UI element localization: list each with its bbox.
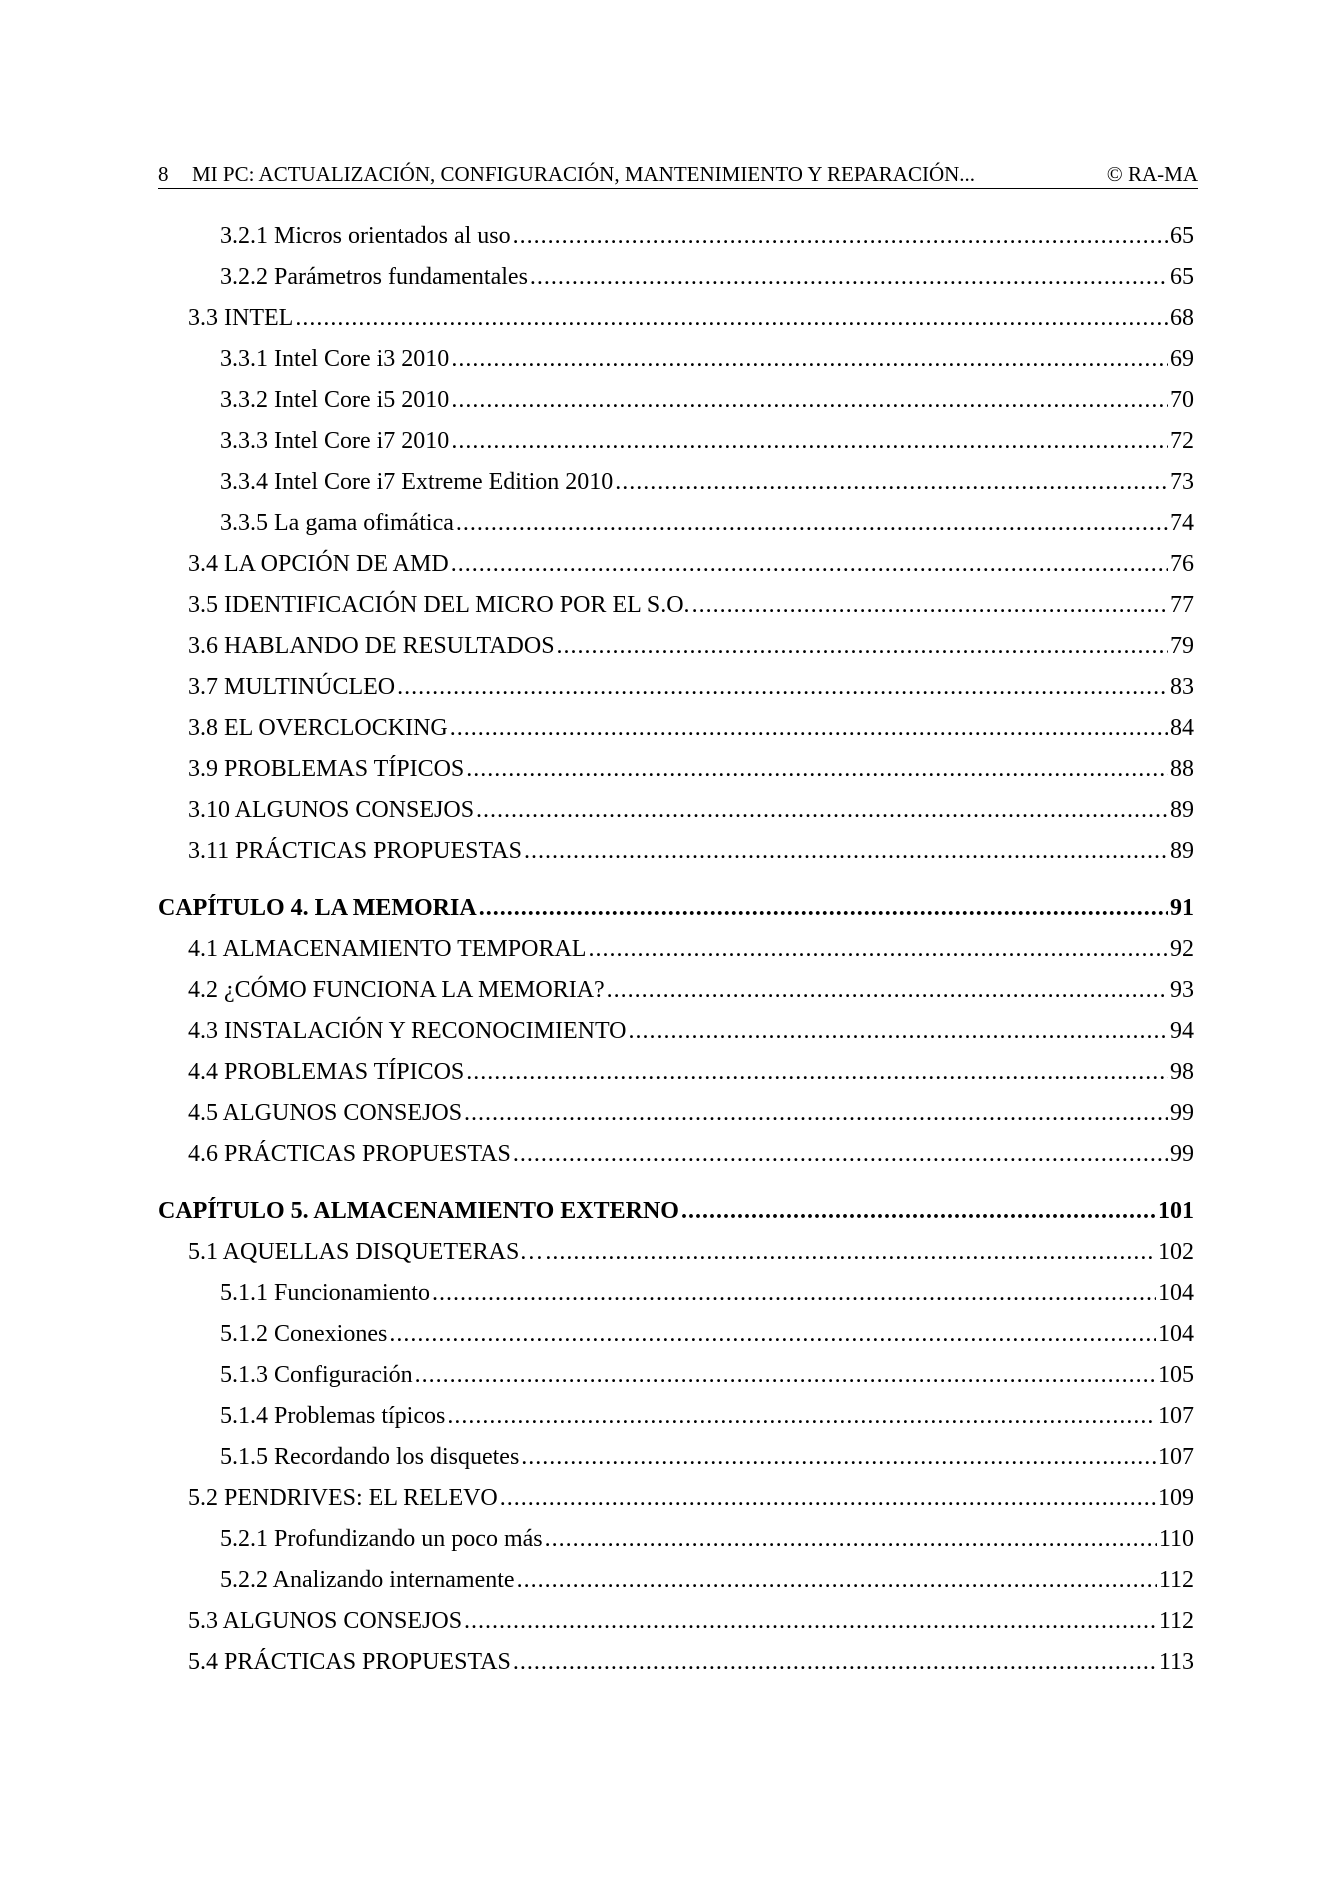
dot-leader [692, 587, 1168, 623]
toc-entry-page: 107 [1158, 1403, 1194, 1429]
toc-entry[interactable] [158, 423, 1194, 459]
toc-entry-title: CAPÍTULO 4. LA MEMORIA [158, 895, 477, 921]
toc-entry[interactable] [158, 300, 1194, 336]
dot-leader [588, 931, 1168, 967]
toc-entry-page: 105 [1158, 1362, 1194, 1388]
dot-leader [476, 792, 1168, 828]
toc-entry-title: 5.2.1 Profundizando un poco más [220, 1526, 543, 1552]
toc-entry-page: 112 [1158, 1567, 1194, 1593]
toc-entry-page: 94 [1170, 1018, 1194, 1044]
toc-entry-page: 113 [1158, 1649, 1194, 1675]
toc-entry-title: 3.4 LA OPCIÓN DE AMD [188, 551, 449, 577]
toc-entry-page: 89 [1170, 797, 1194, 823]
dot-leader [450, 710, 1168, 746]
toc-entry-title: 3.3.2 Intel Core i5 2010 [220, 387, 450, 413]
toc-entry-page: 89 [1170, 838, 1194, 864]
toc-entry-page: 83 [1170, 674, 1194, 700]
toc-entry-page: 109 [1158, 1485, 1194, 1511]
page-number: 8 [158, 162, 169, 186]
toc-entry[interactable] [158, 669, 1194, 705]
toc-entry-title: 4.2 ¿CÓMO FUNCIONA LA MEMORIA? [188, 977, 605, 1003]
toc-entry[interactable] [158, 1234, 1194, 1270]
toc-entry-page: 65 [1170, 223, 1194, 249]
toc-entry[interactable] [158, 587, 1194, 623]
toc-entry-page: 99 [1170, 1141, 1194, 1167]
dot-leader [466, 751, 1168, 787]
toc-entry[interactable] [158, 259, 1194, 295]
toc-entry-page: 79 [1170, 633, 1194, 659]
toc-entry-title: 3.3.4 Intel Core i7 Extreme Edition 2010 [220, 469, 614, 495]
toc-entry[interactable] [158, 751, 1194, 787]
toc-entry-page: 92 [1170, 936, 1194, 962]
toc-entry-title: 3.3 INTEL [188, 305, 294, 331]
toc-entry-title: 3.11 PRÁCTICAS PROPUESTAS [188, 838, 522, 864]
dot-leader [500, 1480, 1156, 1516]
toc-entry-title: 5.2.2 Analizando internamente [220, 1567, 515, 1593]
toc-entry-title: 3.5 IDENTIFICACIÓN DEL MICRO POR EL S.O. [188, 592, 690, 618]
toc-entry-title: 3.2.2 Parámetros fundamentales [220, 264, 528, 290]
dot-leader [397, 669, 1168, 705]
running-header [158, 160, 1198, 189]
toc-entry[interactable] [158, 972, 1194, 1008]
toc-entry[interactable] [158, 1095, 1194, 1131]
dot-leader [517, 1562, 1157, 1598]
toc-entry-title: 3.6 HABLANDO DE RESULTADOS [188, 633, 555, 659]
toc-entry-title: 3.3.3 Intel Core i7 2010 [220, 428, 450, 454]
toc-entry-page: 77 [1170, 592, 1194, 618]
publisher: © RA-MA [1106, 162, 1198, 186]
toc-entry-title: 5.4 PRÁCTICAS PROPUESTAS [188, 1649, 511, 1675]
toc-entry[interactable] [158, 628, 1194, 664]
toc-entry[interactable] [158, 341, 1194, 377]
toc-entry-page: 76 [1170, 551, 1194, 577]
toc-entry-title: 3.8 EL OVERCLOCKING [188, 715, 448, 741]
toc-entry-title: 5.1.2 Conexiones [220, 1321, 388, 1347]
toc-entry[interactable] [158, 1562, 1194, 1598]
dot-leader [545, 1234, 1156, 1270]
dot-leader [530, 259, 1168, 295]
toc-entry[interactable] [158, 1136, 1194, 1172]
toc-entry-page: 104 [1158, 1280, 1194, 1306]
dot-leader [479, 890, 1168, 926]
toc-entry[interactable] [158, 382, 1194, 418]
dot-leader [513, 1136, 1168, 1172]
toc-entry-title: 5.1.5 Recordando los disquetes [220, 1444, 520, 1470]
dot-leader [295, 300, 1168, 336]
toc-entry-page: 91 [1170, 895, 1194, 921]
toc-entry[interactable] [158, 833, 1194, 869]
toc-entry-title: 5.1.3 Configuración [220, 1362, 413, 1388]
toc-entry-page: 99 [1170, 1100, 1194, 1126]
toc-entry-page: 98 [1170, 1059, 1194, 1085]
toc-entry[interactable] [158, 1439, 1194, 1475]
toc-entry-page: 70 [1170, 387, 1194, 413]
toc-entry-page: 73 [1170, 469, 1194, 495]
toc-entry[interactable] [158, 792, 1194, 828]
book-title: MI PC: ACTUALIZACIÓN, CONFIGURACIÓN, MANTENIMIENTO Y REPARACIÓN... [192, 162, 976, 186]
toc-entry-page: 101 [1158, 1198, 1194, 1224]
dot-leader [513, 1644, 1157, 1680]
dot-leader [466, 1054, 1168, 1090]
toc-entry-page: 112 [1158, 1608, 1194, 1634]
dot-leader [432, 1275, 1156, 1311]
toc-entry-title: 5.1.1 Funcionamiento [220, 1280, 430, 1306]
toc-entry-title: 3.3.5 La gama ofimática [220, 510, 454, 536]
toc-entry-page: 104 [1158, 1321, 1194, 1347]
toc-chapter-entry[interactable] [158, 1193, 1194, 1229]
toc-entry[interactable] [158, 505, 1194, 541]
toc-entry-title: 4.4 PROBLEMAS TÍPICOS [188, 1059, 465, 1085]
toc-entry[interactable] [158, 1603, 1194, 1639]
toc-entry[interactable] [158, 931, 1194, 967]
toc-entry[interactable] [158, 1398, 1194, 1434]
dot-leader [513, 218, 1168, 254]
toc-entry-title: 3.2.1 Micros orientados al uso [220, 223, 511, 249]
dot-leader [451, 341, 1168, 377]
toc-entry-title: 5.1.4 Problemas típicos [220, 1403, 446, 1429]
toc-entry-page: 110 [1158, 1526, 1194, 1552]
toc-entry-title: 3.9 PROBLEMAS TÍPICOS [188, 756, 465, 782]
dot-leader [464, 1095, 1168, 1131]
dot-leader [557, 628, 1168, 664]
toc-entry[interactable] [158, 1054, 1194, 1090]
toc-entry-title: 4.1 ALMACENAMIENTO TEMPORAL [188, 936, 587, 962]
toc-entry[interactable] [158, 1521, 1194, 1557]
toc-entry-title: 3.10 ALGUNOS CONSEJOS [188, 797, 475, 823]
toc-entry[interactable] [158, 218, 1194, 254]
toc-entry[interactable] [158, 1275, 1194, 1311]
toc-entry-page: 74 [1170, 510, 1194, 536]
toc-entry[interactable] [158, 464, 1194, 500]
toc-entry-title: 3.7 MULTINÚCLEO [188, 674, 396, 700]
dot-leader [524, 833, 1168, 869]
toc-entry[interactable] [158, 1480, 1194, 1516]
toc-entry-page: 84 [1170, 715, 1194, 741]
toc-entry[interactable] [158, 710, 1194, 746]
toc-entry-page: 69 [1170, 346, 1194, 372]
toc-entry[interactable] [158, 1013, 1194, 1049]
toc-entry-title: 4.5 ALGUNOS CONSEJOS [188, 1100, 463, 1126]
toc-entry-title: CAPÍTULO 5. ALMACENAMIENTO EXTERNO [158, 1198, 679, 1224]
dot-leader [629, 1013, 1168, 1049]
toc-entry-page: 68 [1170, 305, 1194, 331]
toc-entry[interactable] [158, 1357, 1194, 1393]
dot-leader [607, 972, 1168, 1008]
dot-leader [415, 1357, 1156, 1393]
toc-entry-title: 5.1 AQUELLAS DISQUETERAS… [188, 1239, 544, 1265]
toc-chapter-entry[interactable] [158, 890, 1194, 926]
dot-leader [681, 1193, 1156, 1229]
toc-entry-title: 3.3.1 Intel Core i3 2010 [220, 346, 450, 372]
dot-leader [615, 464, 1168, 500]
toc-entry[interactable] [158, 546, 1194, 582]
toc-entry-page: 102 [1158, 1239, 1194, 1265]
dot-leader [464, 1603, 1157, 1639]
dot-leader [521, 1439, 1156, 1475]
toc-entry-page: 72 [1170, 428, 1194, 454]
toc-entry[interactable] [158, 1644, 1194, 1680]
toc-entry-title: 4.3 INSTALACIÓN Y RECONOCIMIENTO [188, 1018, 627, 1044]
toc-entry[interactable] [158, 1316, 1194, 1352]
toc-entry-title: 5.3 ALGUNOS CONSEJOS [188, 1608, 463, 1634]
toc-entry-title: 5.2 PENDRIVES: EL RELEVO [188, 1485, 498, 1511]
dot-leader [456, 505, 1168, 541]
dot-leader [451, 546, 1168, 582]
toc-entry-page: 93 [1170, 977, 1194, 1003]
toc-entry-page: 65 [1170, 264, 1194, 290]
dot-leader [451, 423, 1168, 459]
toc-entry-page: 107 [1158, 1444, 1194, 1470]
toc-entry-title: 4.6 PRÁCTICAS PROPUESTAS [188, 1141, 511, 1167]
dot-leader [451, 382, 1168, 418]
dot-leader [545, 1521, 1157, 1557]
dot-leader [389, 1316, 1156, 1352]
dot-leader [447, 1398, 1156, 1434]
toc-entry-page: 88 [1170, 756, 1194, 782]
